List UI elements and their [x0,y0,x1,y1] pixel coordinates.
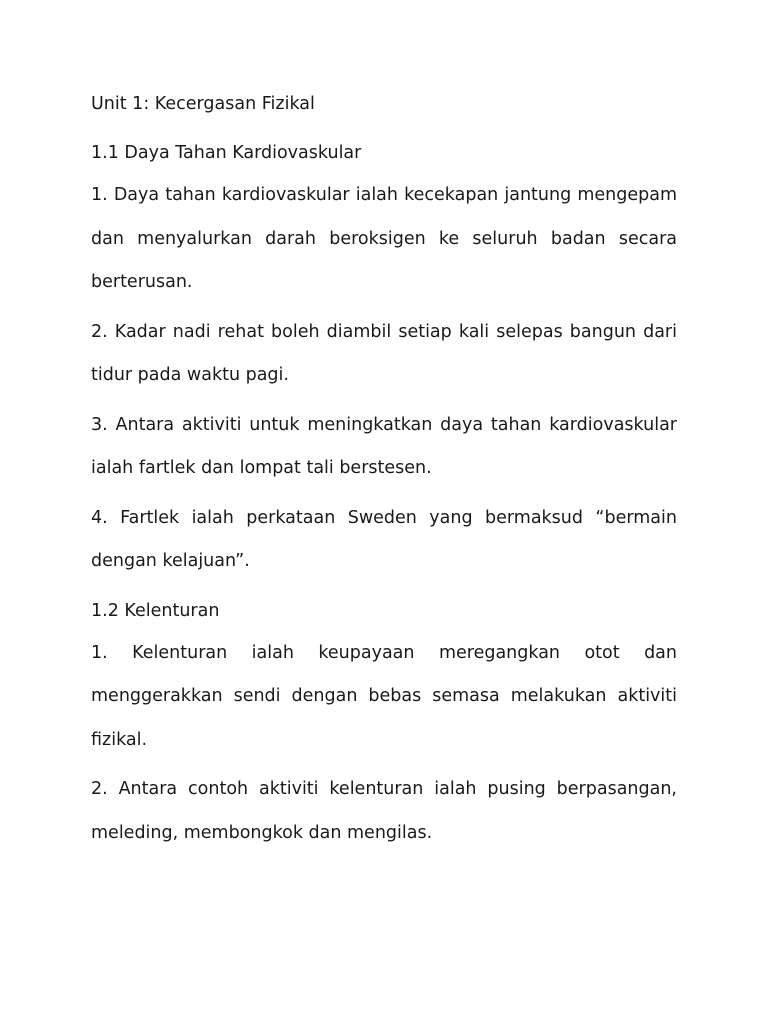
document-page [91,93,677,855]
paragraph: 1. Kelenturan ialah keupayaan meregangkan otot dan menggerakkan sendi dengan bebas semasa melakukan aktiviti fizikal. [91,642,677,750]
paragraph: 4. Fartlek ialah perkataan Sweden yang bermaksud “bermain dengan kelajuan”. [91,507,677,571]
section-heading: 1.2 Kelenturan [91,600,220,621]
paragraph: 3. Antara aktiviti untuk meningkatkan daya tahan kardiovaskular ialah fartlek dan lompat tali berstesen. [91,414,677,478]
unit-title: Unit 1: Kecergasan Fizikal [91,94,315,114]
section-heading: 1.1 Daya Tahan Kardiovaskular [91,143,362,163]
paragraph: 2. Kadar nadi rehat boleh diambil setiap kali selepas bangun dari tidur pada waktu pagi. [91,321,677,385]
paragraph: 1. Daya tahan kardiovaskular ialah kecekapan jantung mengepam dan menyalurkan darah beroksigen ke seluruh badan secara berterusan. [91,185,677,292]
paragraph: 2. Antara contoh aktiviti kelenturan ialah pusing berpasangan, meleding, membongkok dan mengilas. [91,779,677,843]
